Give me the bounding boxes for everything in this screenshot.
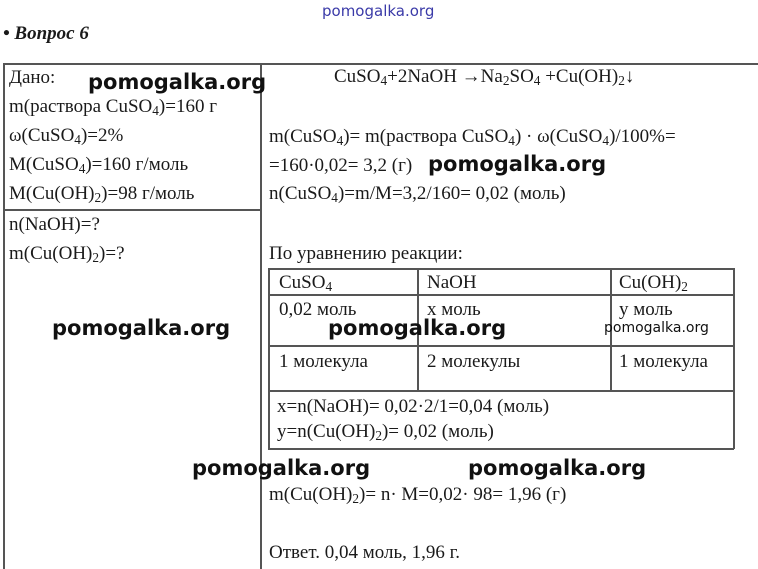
watermark-4: pomogalka.org — [328, 316, 507, 340]
reaction-equation: CuSO$_4$+2NaOH $\to Na_2SO_4$ $+Cu(OH)_2↓$ — [334, 66, 635, 88]
table-calc-x: x=n(NaOH)= 0,02·2/1=0,04 (моль) — [277, 396, 550, 417]
table-row-line-3 — [268, 390, 734, 392]
given-line-mass-fraction: ω(CuSO$_4$)=2% — [9, 125, 124, 147]
watermark-7: pomogalka.org — [468, 456, 647, 480]
table-border-bottom — [268, 448, 734, 450]
step-mass-cuso4: m(CuSO$_4$)= m(раствора CuSO$_4$) · ω(CuSO$_4$)/100%= — [269, 126, 676, 148]
table-cell-moles-cuoh2: y моль — [619, 299, 673, 320]
answer-line: Ответ. 0,04 моль, 1,96 г. — [269, 542, 461, 563]
by-reaction-label: По уравнению реакции: — [269, 243, 463, 264]
frame-left — [3, 63, 5, 569]
table-cell-moles-cuso4: 0,02 моль — [279, 299, 357, 320]
table-header-naoh: NaOH — [427, 272, 477, 293]
find-line-cuoh2: $m(Cu(OH)_2)=$? — [9, 243, 125, 265]
given-label: Дано: — [9, 67, 56, 88]
table-row-line-1 — [268, 294, 734, 296]
watermark-5: pomogalka.org — [604, 320, 709, 336]
table-header-cuso4: CuSO$_4$ — [279, 272, 333, 294]
find-line-naoh: n(NaOH)=? — [9, 214, 100, 235]
table-calc-y: $y=n(Cu(OH)_2)= 0,02$ (моль) — [277, 421, 494, 443]
step-mass-calc: =160·0,02= 3,2 (г) — [269, 155, 413, 176]
table-cell-moles-naoh: x моль — [427, 299, 481, 320]
step-mass-cuoh2: $m(Cu(OH)_2)= n\cdot M=0,02\cdot 98= 1,96$ (г) — [269, 484, 567, 506]
given-line-molar-mass-cuoh2: $M(Cu(OH)_2)=98$ г/моль — [9, 183, 195, 205]
watermark-1: pomogalka.org — [88, 70, 267, 94]
table-row-line-2 — [268, 345, 734, 347]
given-line-molar-mass-cuso4: M(CuSO$_4$)=160 г/моль — [9, 154, 189, 176]
step-moles-cuso4: n(CuSO$_4$)=m/M=3,2/160= 0,02 (моль) — [269, 183, 566, 205]
watermark-2: pomogalka.org — [428, 152, 607, 176]
frame-top — [3, 63, 758, 65]
table-header-cuoh2: $Cu(OH)_2$ — [619, 272, 688, 294]
site-header-link[interactable]: pomogalka.org — [322, 2, 435, 20]
table-cell-molecules-cuso4: 1 молекула — [279, 351, 368, 372]
given-separator — [3, 209, 260, 211]
frame-divider — [260, 63, 262, 569]
watermark-3: pomogalka.org — [52, 316, 231, 340]
given-line-solution-mass: m(раствора CuSO$_4$)=160 г — [9, 96, 218, 118]
table-cell-molecules-naoh: 2 молекулы — [427, 351, 521, 372]
question-heading: • Вопрос 6 — [3, 23, 89, 44]
table-cell-molecules-cuoh2: 1 молекула — [619, 351, 708, 372]
watermark-6: pomogalka.org — [192, 456, 371, 480]
table-border-top — [268, 268, 734, 270]
